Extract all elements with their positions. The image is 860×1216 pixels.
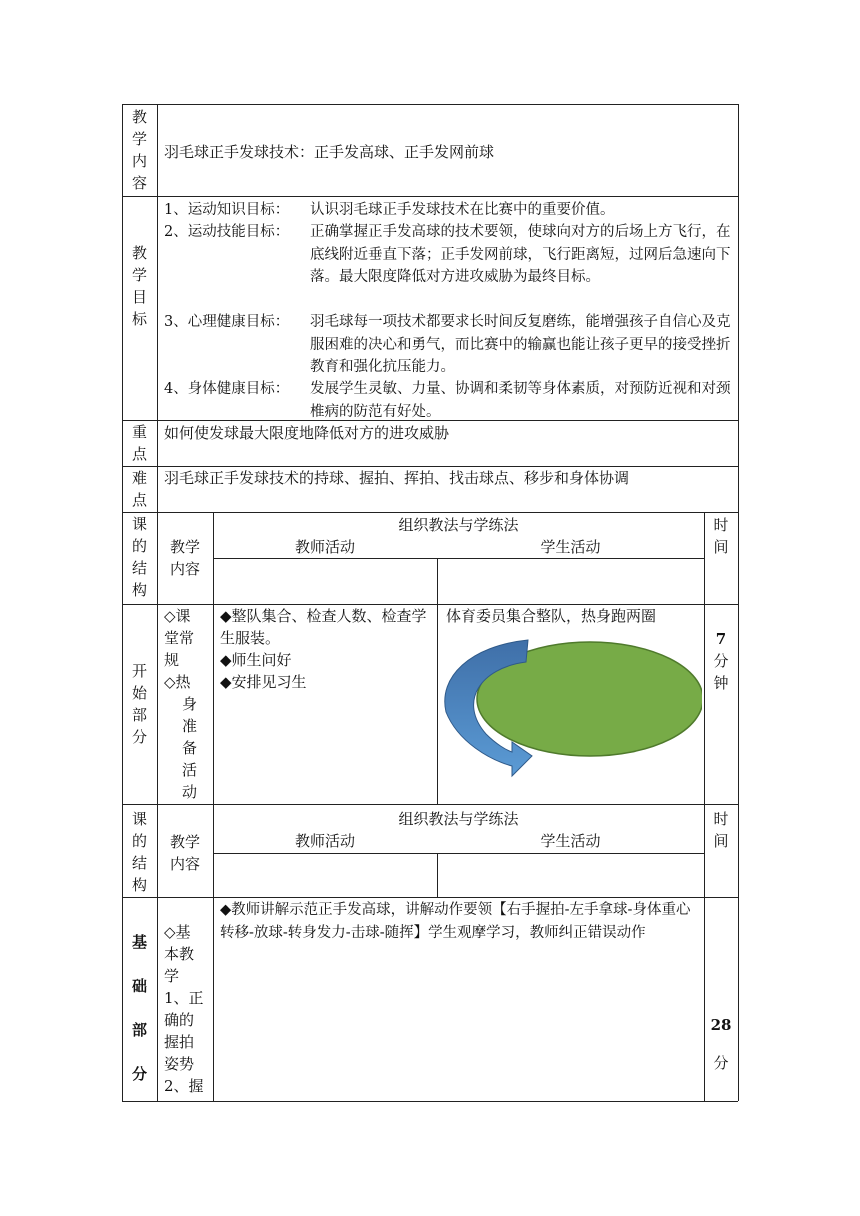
content-column-header: 教学 内容 bbox=[169, 538, 200, 578]
basic-content: ◇基 本教 学 1、正 确的 握拍 姿势 2、握 bbox=[164, 923, 204, 1095]
row-line-1 bbox=[122, 196, 738, 197]
student-activity-header-2: 学生活动 bbox=[540, 832, 601, 850]
content-row-text: 羽毛球正手发球技术：正手发高球、正手发网前球 bbox=[164, 143, 495, 161]
student-activity-header: 学生活动 bbox=[540, 538, 601, 556]
header-sub-line-1 bbox=[213, 558, 704, 559]
method-title-2: 组织教法与学练法 bbox=[398, 810, 519, 828]
content-row-label: 教 学 内 容 bbox=[131, 108, 147, 192]
goal-item-2 bbox=[164, 221, 734, 289]
basic-teacher-activity: ◆教师讲解示范正手发高球，讲解动作要领【右手握拍-左手拿球-身体重心转移-放球-转身发力-击球-随挥】学生观摩学习，教师纠正错误动作 bbox=[220, 902, 691, 941]
key-point-label: 重 点 bbox=[131, 423, 147, 463]
structure-label: 课 的 结 构 bbox=[131, 515, 147, 599]
row-line-6 bbox=[122, 804, 738, 805]
goal-label: 3、心理健康目标： bbox=[164, 314, 290, 330]
basic-section-label: 基 础 部 分 bbox=[131, 933, 147, 1083]
goal-text: 羽毛球每一项技术都要求长时间反复磨练，能增强孩子自信心及克服困难的决心和勇气，而比赛中的输赢也能让孩子更早的接受挫折教育和强化抗压能力。 bbox=[310, 314, 731, 375]
goal-label: 1、运动知识目标： bbox=[164, 202, 290, 218]
row-line-7 bbox=[122, 897, 738, 898]
start-content: ◇课 堂常 规 ◇热 身 准 备 活 动 bbox=[164, 607, 198, 801]
structure-label-2: 课 的 结 构 bbox=[131, 810, 147, 894]
time-column-header-2: 时 间 bbox=[713, 810, 729, 850]
time-column-header: 时 间 bbox=[713, 516, 729, 556]
teacher-student-divider-2 bbox=[437, 853, 438, 897]
goal-text: 发展学生灵敏、力量、协调和柔韧等身体素质，对预防近视和对颈椎病的防范有好处。 bbox=[310, 381, 731, 420]
label-column-divider bbox=[157, 104, 158, 1101]
goal-label: 2、运动技能目标： bbox=[164, 224, 290, 240]
warmup-run-diagram bbox=[440, 632, 702, 782]
table-border-bottom bbox=[122, 1101, 738, 1102]
goal-label: 4、身体健康目标： bbox=[164, 381, 290, 397]
goal-text: 认识羽毛球正手发球技术在比赛中的重要价值。 bbox=[310, 202, 615, 218]
teacher-activity-header-2: 教师活动 bbox=[294, 832, 355, 850]
goal-item-3 bbox=[164, 311, 734, 379]
goal-text: 正确掌握正手发高球的技术要领，使球向对方的后场上方飞行，在底线附近垂直下落；正手发网前球，飞行距离短，过网后急速向下落。最大限度降低对方进攻威胁为最终目标。 bbox=[310, 224, 731, 285]
difficulty-text: 羽毛球正手发球技术的持球、握拍、挥拍、找击球点、移步和身体协调 bbox=[164, 469, 630, 487]
table-border-right bbox=[738, 104, 739, 1101]
goal-item-1 bbox=[164, 199, 734, 222]
key-point-text: 如何使发球最大限度地降低对方的进攻威胁 bbox=[164, 424, 450, 442]
start-student-activity: 体育委员集合整队，热身跑两圈 bbox=[446, 607, 657, 625]
row-line-4 bbox=[122, 512, 738, 513]
start-teacher-activity: ◆整队集合、检查人数、检查学生服装。 ◆师生问好 ◆安排见习生 bbox=[220, 607, 427, 691]
goal-item-4 bbox=[164, 378, 734, 423]
teacher-activity-header: 教师活动 bbox=[294, 538, 355, 556]
difficulty-label: 难 点 bbox=[131, 469, 147, 509]
start-time: 7 分 钟 bbox=[713, 630, 729, 692]
method-title: 组织教法与学练法 bbox=[398, 516, 519, 534]
table-border-top bbox=[122, 104, 738, 105]
start-section-label: 开 始 部 分 bbox=[131, 662, 147, 746]
content-column-header-2: 教学 内容 bbox=[169, 833, 200, 873]
content-column-divider bbox=[213, 512, 214, 1101]
header-sub-line-2 bbox=[213, 853, 704, 854]
basic-time: 28 分 bbox=[710, 1016, 732, 1072]
teacher-student-divider-1 bbox=[437, 558, 438, 804]
goals-row-label: 教 学 目 标 bbox=[131, 244, 147, 328]
